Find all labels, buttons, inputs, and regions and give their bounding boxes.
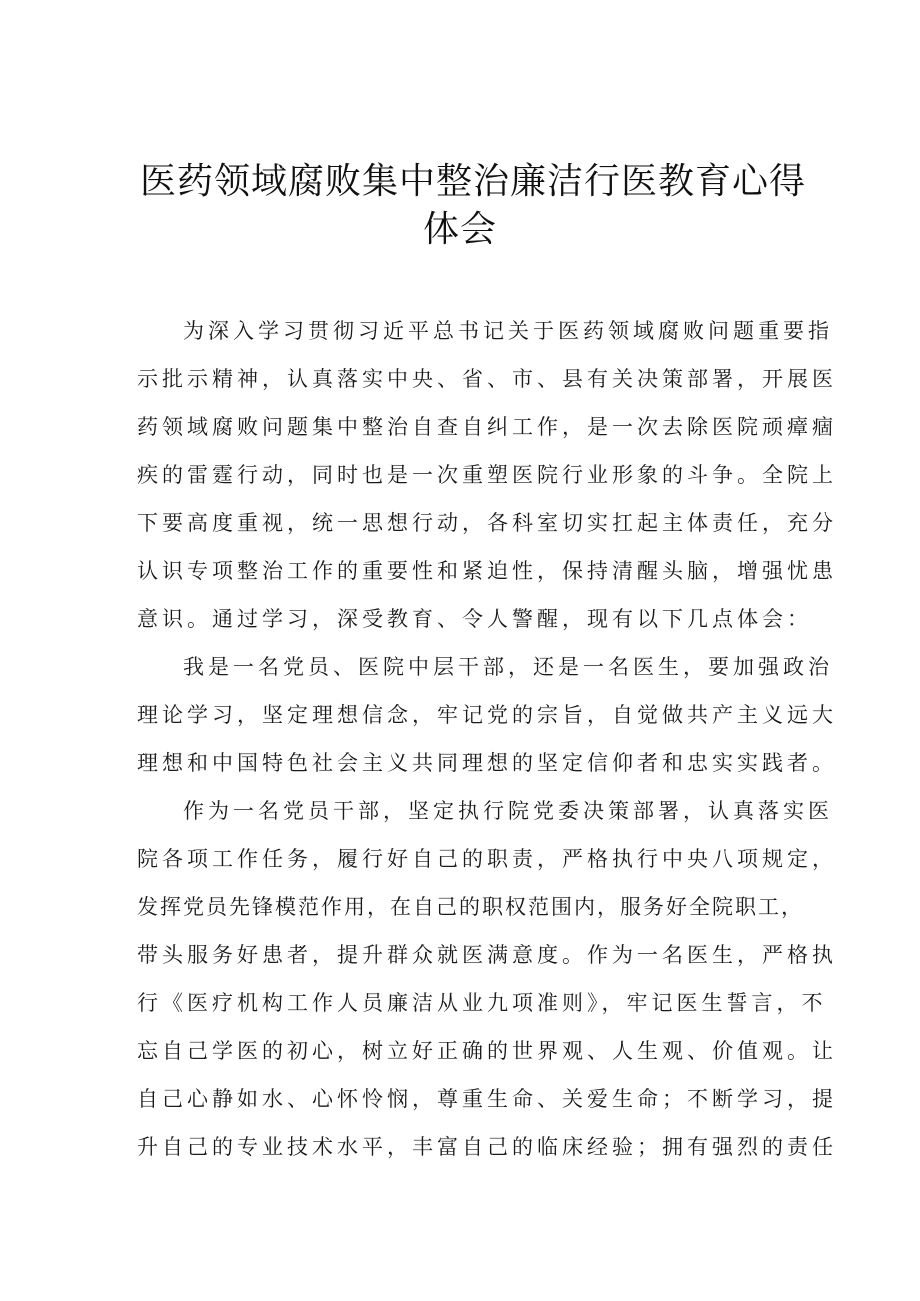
paragraph-1-line-6: 认识专项整治工作的重要性和紧迫性，保持清醒头脑，增强忧患 xyxy=(137,559,837,583)
paragraph-3-line-5: 行《医疗机构工作人员廉洁从业九项准则》，牢记医生誓言，不 xyxy=(137,991,827,1015)
paragraph-1-line-5: 下要高度重视，统一思想行动，各科室切实扛起主体责任，充分 xyxy=(137,511,837,535)
paragraph-1-line-3: 药领域腐败问题集中整治自查自纠工作，是一次去除医院顽瘴痼 xyxy=(137,415,837,439)
document-body xyxy=(137,307,837,1171)
paragraph-1-line-7: 意识。通过学习，深受教育、令人警醒，现有以下几点体会： xyxy=(137,607,812,631)
paragraph-3-line-7: 自己心静如水、心怀怜悯，尊重生命、关爱生命；不断学习，提 xyxy=(137,1087,837,1111)
paragraph-3-line-2: 院各项工作任务，履行好自己的职责，严格执行中央八项规定， xyxy=(137,847,837,871)
paragraph-2-line-2: 理论学习，坚定理想信念，牢记党的宗旨，自觉做共产主义远大 xyxy=(137,703,837,727)
paragraph-1-line-1: 为深入学习贯彻习近平总书记关于医药领域腐败问题重要指 xyxy=(183,319,833,343)
paragraph-3-line-3: 发挥党员先锋模范作用，在自己的职权范围内，服务好全院职工， xyxy=(137,895,804,919)
title-line-1: 医药领域腐败集中整治廉洁行医教育心得 xyxy=(140,161,807,202)
paragraph-3-line-4: 带头服务好患者，提升群众就医满意度。作为一名医生，严格执 xyxy=(137,943,837,967)
paragraph-3-line-1: 作为一名党员干部，坚定执行院党委决策部署，认真落实医 xyxy=(183,799,833,823)
title-line-2: 体会 xyxy=(422,209,497,250)
paragraph-1-line-4: 疾的雷霆行动，同时也是一次重塑医院行业形象的斗争。全院上 xyxy=(137,463,837,487)
document-title xyxy=(140,158,807,254)
paragraph-2-line-1: 我是一名党员、医院中层干部，还是一名医生，要加强政治 xyxy=(183,655,833,679)
paragraph-3-line-8: 升自己的专业技术水平，丰富自己的临床经验；拥有强烈的责任 xyxy=(137,1135,837,1159)
paragraph-2-line-3: 理想和中国特色社会主义共同理想的坚定信仰者和忠实实践者。 xyxy=(137,751,837,775)
paragraph-3-line-6: 忘自己学医的初心，树立好正确的世界观、人生观、价值观。让 xyxy=(137,1039,837,1063)
paragraph-1-line-2: 示批示精神，认真落实中央、省、市、县有关决策部署，开展医 xyxy=(137,367,837,391)
